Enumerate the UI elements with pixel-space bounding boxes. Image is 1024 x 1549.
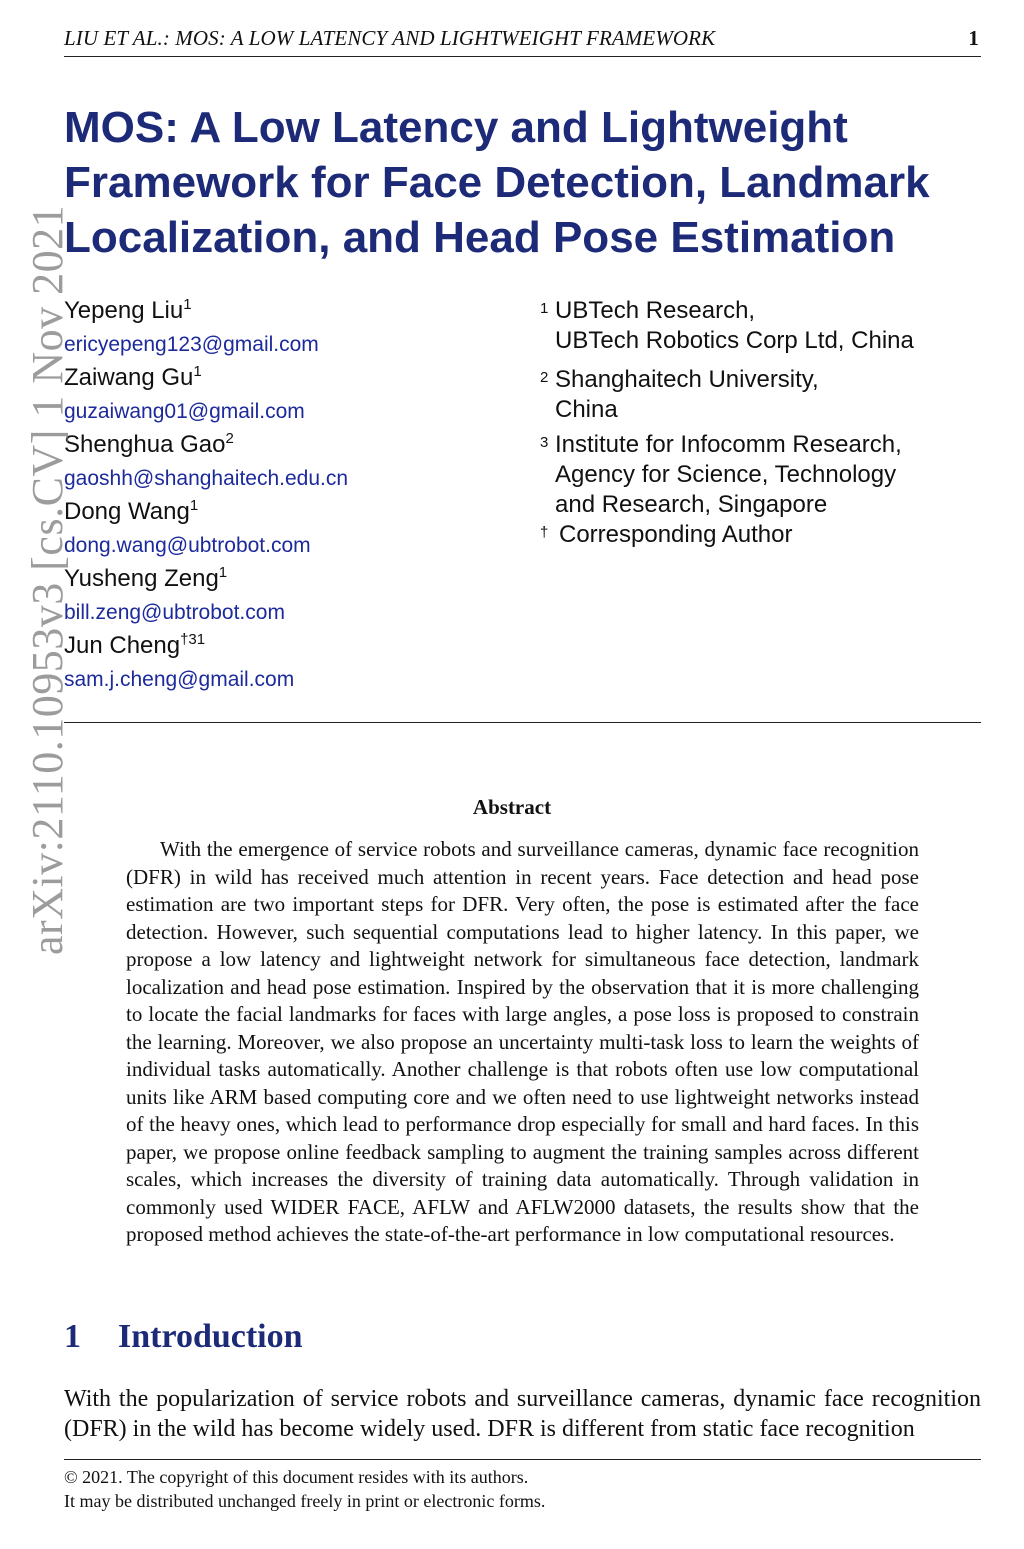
footer-divider: [64, 1459, 981, 1460]
author-name: Dong Wang$^1$: [64, 497, 199, 525]
running-header: [64, 26, 981, 57]
page-number: 1: [968, 26, 979, 50]
affiliation-mark: 2: [540, 369, 549, 386]
license-notice: It may be distributed unchanged freely in print or electronic forms.: [64, 1491, 546, 1511]
paper-title: [64, 100, 964, 265]
affiliation: † Corresponding Author: [540, 520, 1000, 550]
title-line: Framework for Face Detection, Landmark: [64, 158, 930, 207]
author-email-link[interactable]: gaoshh@shanghaitech.edu.cn: [64, 467, 349, 490]
abstract-body: With the emergence of service robots and surveillance cameras, dynamic face recognition (DFR) in wild has received much attention in recent years. Face detection and head pose estimation are two important steps for DFR. Very often, the pose is estimated after the face detection. However, such sequential computations lead to higher latency. In this paper, we propose a low latency and lightweight network for simultaneous face detection, landmark localization and head pose estimation. Inspired by the observation that it is more challenging to locate the facial landmarks for faces with large angles, a pose loss is proposed to constrain the learning. Moreover, we also propose an uncertainty multi-task loss to learn the weights of individual tasks automatically. Another challenge is that robots often use low computational units like ARM based computing core and we often need to use lightweight networks instead of the heavy ones, which lead to performance drop especially for small and hard faces. In this paper, we propose online feedback sampling to augment the training samples across different scales, which increases the diversity of training data automatically. Through validation in commonly used WIDER FACE, AFLW and AFLW2000 datasets, the results show that the proposed method achieves the state-of-the-art performance in low computational resources.: [126, 837, 919, 1246]
author-name: Yepeng Liu$^1$: [64, 296, 192, 324]
affiliation-mark: 1: [540, 300, 549, 317]
author-name: Shenghua Gao$^2$: [64, 430, 234, 458]
section-number: 1: [64, 1318, 81, 1355]
author-name: Zaiwang Gu$^1$: [64, 363, 202, 391]
copyright-notice: © 2021. The copyright of this document resides with its authors.: [64, 1467, 529, 1487]
abstract-heading: Abstract: [472, 795, 552, 819]
affiliation-list: [540, 296, 1000, 550]
affiliation-mark: 3: [540, 434, 549, 451]
author-email-link[interactable]: bill.zeng@ubtrobot.com: [64, 601, 285, 624]
running-title: LIU ET AL.: MOS: A LOW LATENCY AND LIGHTWEIGHT FRAMEWORK: [64, 26, 716, 50]
affiliation: 2 Shanghaitech University, China: [540, 365, 1000, 425]
footer: [64, 1465, 981, 1513]
title-line: MOS: A Low Latency and Lightweight: [64, 103, 848, 152]
affiliation-mark: †: [540, 524, 549, 541]
author-name: Jun Cheng$^{\dagger 31}$: [64, 631, 206, 659]
affiliation: 1 UBTech Research, UBTech Robotics Corp Ltd, China: [540, 296, 1000, 356]
author-list: [64, 294, 524, 696]
title-line: Localization, and Head Pose Estimation: [64, 213, 896, 262]
divider: [64, 722, 981, 723]
author-name: Yusheng Zeng$^1$: [64, 564, 228, 592]
author-email-link[interactable]: ericyepeng123@gmail.com: [64, 333, 319, 356]
intro-paragraph: With the popularization of service robots and surveillance cameras, dynamic face recognition (DFR) in the wild has become widely used. DFR is different from static face recognition: [64, 1386, 981, 1442]
section-title: Introduction: [118, 1318, 303, 1355]
arxiv-watermark: arXiv:2110.10953v3 [cs.CV] 1 Nov 2021: [23, 204, 72, 955]
section-heading: [64, 1318, 303, 1356]
author-email-link[interactable]: sam.j.cheng@gmail.com: [64, 668, 295, 691]
affiliation: 3 Institute for Infocomm Research, Agency for Science, Technology and Research, Singapore: [540, 430, 1000, 520]
author-email-link[interactable]: dong.wang@ubtrobot.com: [64, 534, 311, 557]
author-email-link[interactable]: guzaiwang01@gmail.com: [64, 400, 305, 423]
